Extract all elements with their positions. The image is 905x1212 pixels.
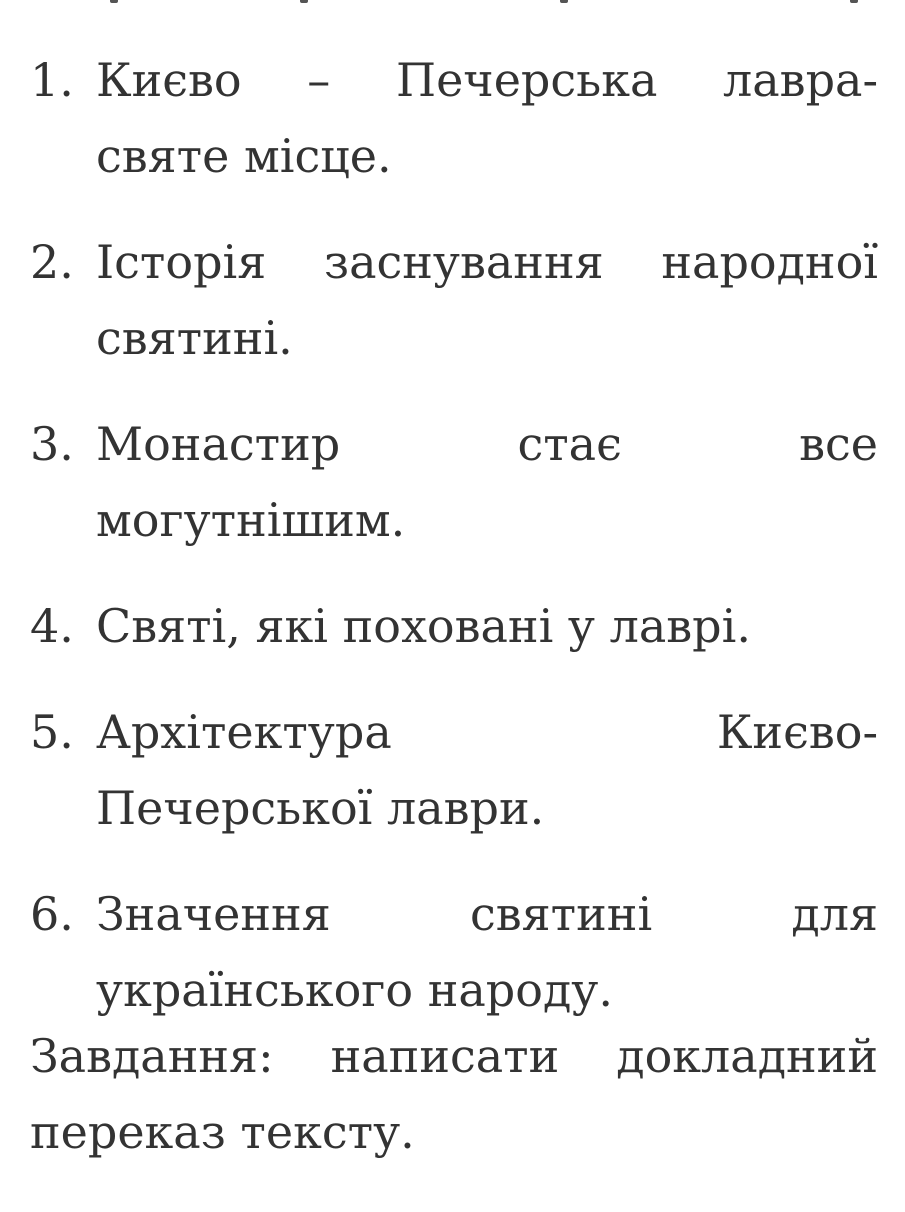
list-item [30,588,878,664]
item-text-line1: Історія заснування народної [96,235,878,289]
text-fragment [850,0,858,3]
item-text-line2: Печерської лаври. [96,781,545,835]
item-text [96,42,878,194]
item-text-line1: Києво – Печерська лавра- [96,53,878,107]
item-number: 4. [30,599,74,653]
list-item [30,224,878,376]
item-number: 2. [30,235,74,289]
item-number: 3. [30,417,74,471]
item-text-line1: Архітектура Києво- [96,705,878,759]
list-item [30,42,878,194]
list-item [30,406,878,558]
item-text [96,406,878,558]
item-text-line2: святе місце. [96,129,392,183]
task-paragraph [30,1018,878,1170]
text-fragment [110,0,118,3]
item-text [96,876,878,1028]
task-line2: переказ тексту. [30,1105,415,1159]
plan-list [30,42,878,1058]
item-number: 1. [30,53,74,107]
task-line1: Завдання: написати докладний [30,1029,878,1083]
item-text-line2: могутнішим. [96,493,406,547]
item-number: 6. [30,887,74,941]
cropped-previous-text [0,0,905,6]
item-text [96,588,878,664]
text-fragment [300,0,308,3]
item-text-line2: українського народу. [96,963,613,1017]
list-item [30,876,878,1028]
text-fragment [560,0,568,3]
item-text-line1: Значення святині для [96,887,878,941]
item-text-line1: Святі, які поховані у лаврі. [96,599,751,653]
item-text [96,694,878,846]
item-number: 5. [30,705,74,759]
item-text-line1: Монастир стає все [96,417,878,471]
item-text-line2: святині. [96,311,293,365]
list-item [30,694,878,846]
item-text [96,224,878,376]
